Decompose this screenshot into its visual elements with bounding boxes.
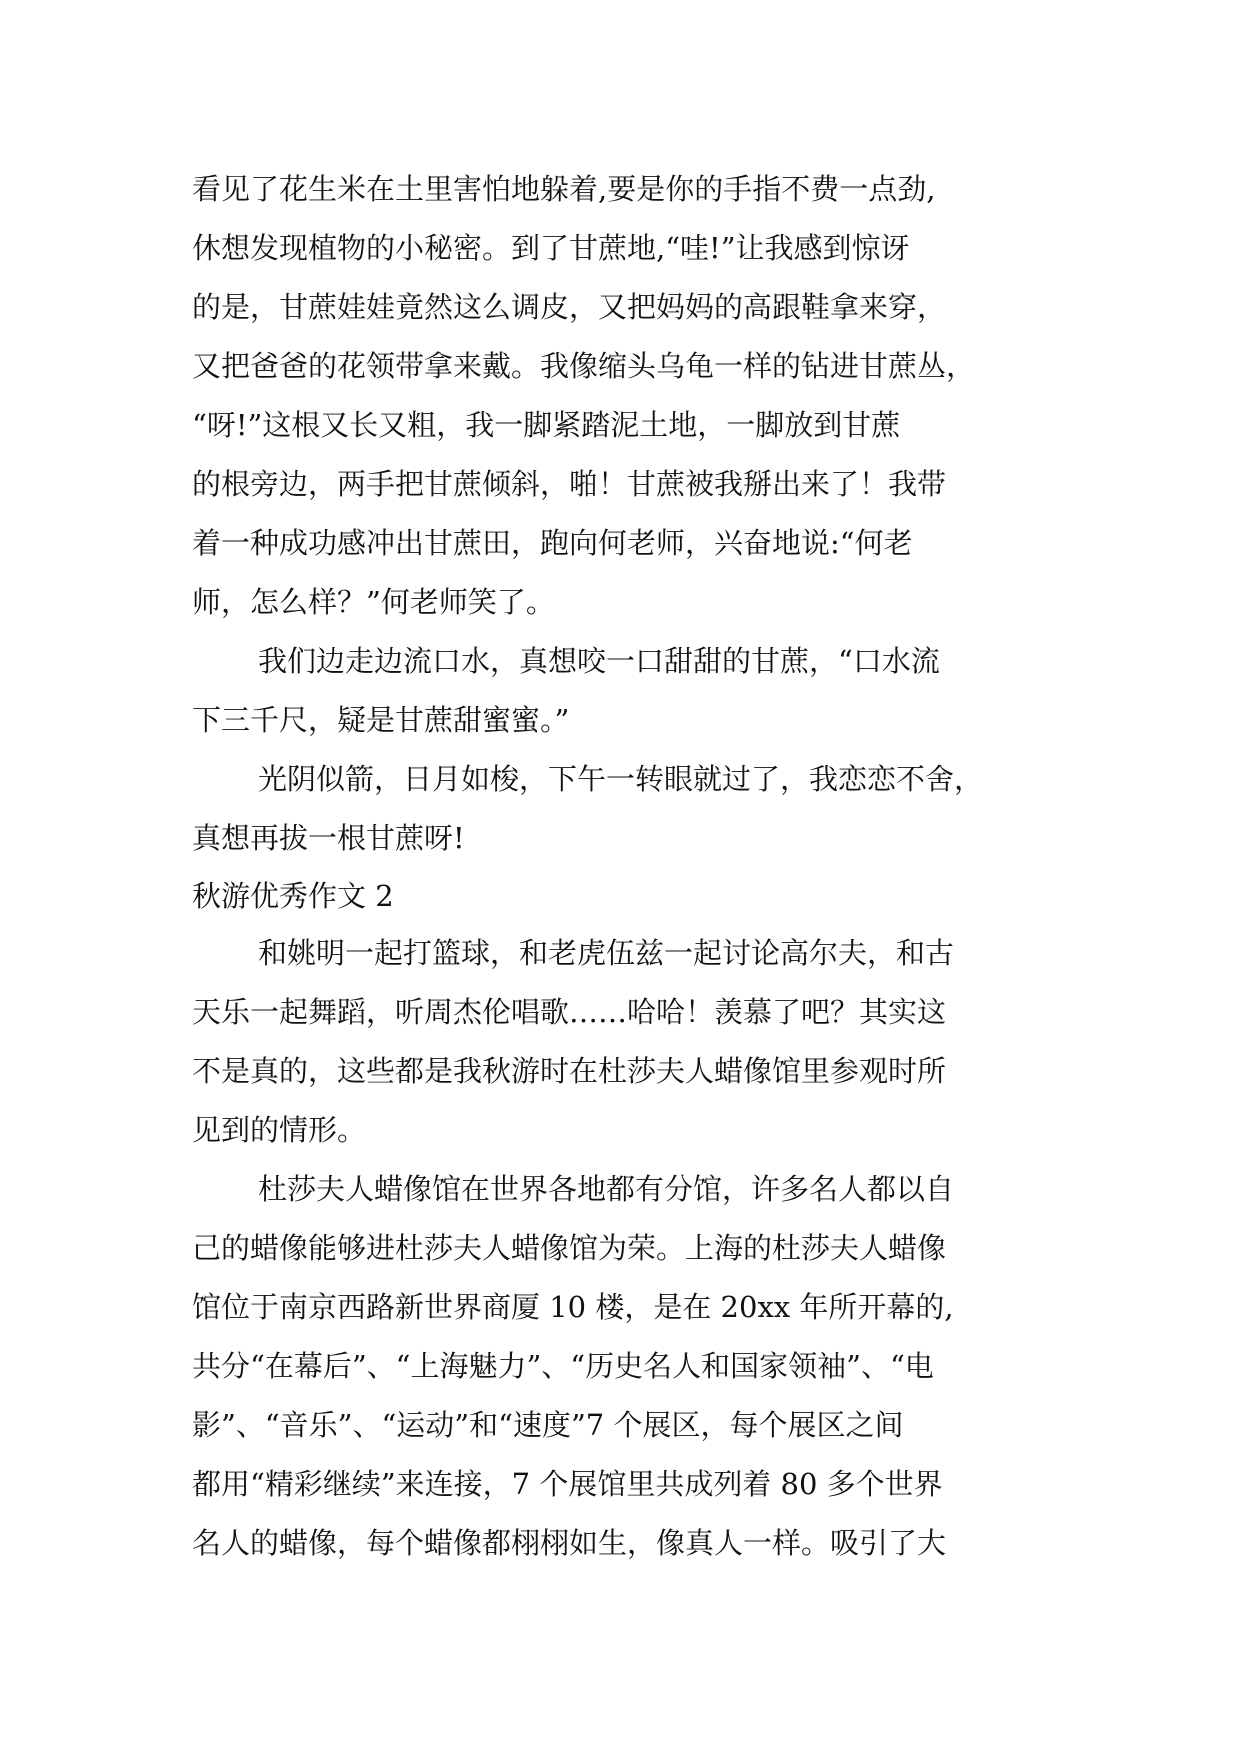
text-line: 己的蜡像能够进杜莎夫人蜡像馆为荣。上海的杜莎夫人蜡像	[192, 1231, 947, 1265]
text-line: 我们边走边流口水，真想咬一口甜甜的甘蔗，“口水流	[258, 644, 940, 678]
text-line: “呀!”这根又长又粗，我一脚紧踏泥土地，一脚放到甘蔗	[192, 408, 901, 442]
text-line: 和姚明一起打篮球，和老虎伍兹一起讨论高尔夫，和古	[258, 936, 955, 970]
text-line: 不是真的，这些都是我秋游时在杜莎夫人蜡像馆里参观时所	[192, 1054, 947, 1088]
text-line: 师，怎么样？”何老师笑了。	[192, 585, 555, 619]
text-line: 共分“在幕后”、“上海魅力”、“历史名人和国家领袖”、“电	[192, 1349, 934, 1383]
text-line: 光阴似箭，日月如梭，下午一转眼就过了，我恋恋不舍，	[258, 762, 984, 796]
document-body	[192, 160, 1092, 1573]
text-line: 休想发现植物的小秘密。到了甘蔗地,“哇!”让我感到惊讶	[192, 231, 910, 265]
text-line: 名人的蜡像，每个蜡像都栩栩如生，像真人一样。吸引了大	[192, 1526, 947, 1560]
text-line: 都用“精彩继续”来连接，7 个展馆里共成列着 80 多个世界	[192, 1467, 943, 1501]
text-line: 又把爸爸的花领带拿来戴。我像缩头乌龟一样的钻进甘蔗丛，	[192, 349, 976, 383]
text-line: 的是，甘蔗娃娃竟然这么调皮，又把妈妈的高跟鞋拿来穿，	[192, 290, 947, 324]
text-line: 天乐一起舞蹈，听周杰伦唱歌……哈哈！羡慕了吧？其实这	[192, 995, 947, 1029]
text-line: 着一种成功感冲出甘蔗田，跑向何老师，兴奋地说:“何老	[192, 526, 913, 560]
section-heading: 秋游优秀作文 2	[192, 879, 394, 913]
text-line: 馆位于南京西路新世界商厦 10 楼，是在 20xx 年所开幕的,	[192, 1290, 954, 1324]
text-line: 看见了花生米在土里害怕地躲着,要是你的手指不费一点劲,	[192, 172, 936, 206]
text-line: 见到的情形。	[192, 1113, 367, 1147]
text-line: 真想再拔一根甘蔗呀!	[192, 821, 465, 855]
text-line: 影”、“音乐”、“运动”和“速度”7 个展区，每个展区之间	[192, 1408, 904, 1442]
text-line: 的根旁边，两手把甘蔗倾斜，啪！甘蔗被我掰出来了！我带	[192, 467, 947, 501]
text-line: 下三千尺，疑是甘蔗甜蜜蜜。”	[192, 703, 570, 737]
text-line: 杜莎夫人蜡像馆在世界各地都有分馆，许多名人都以自	[258, 1172, 955, 1206]
